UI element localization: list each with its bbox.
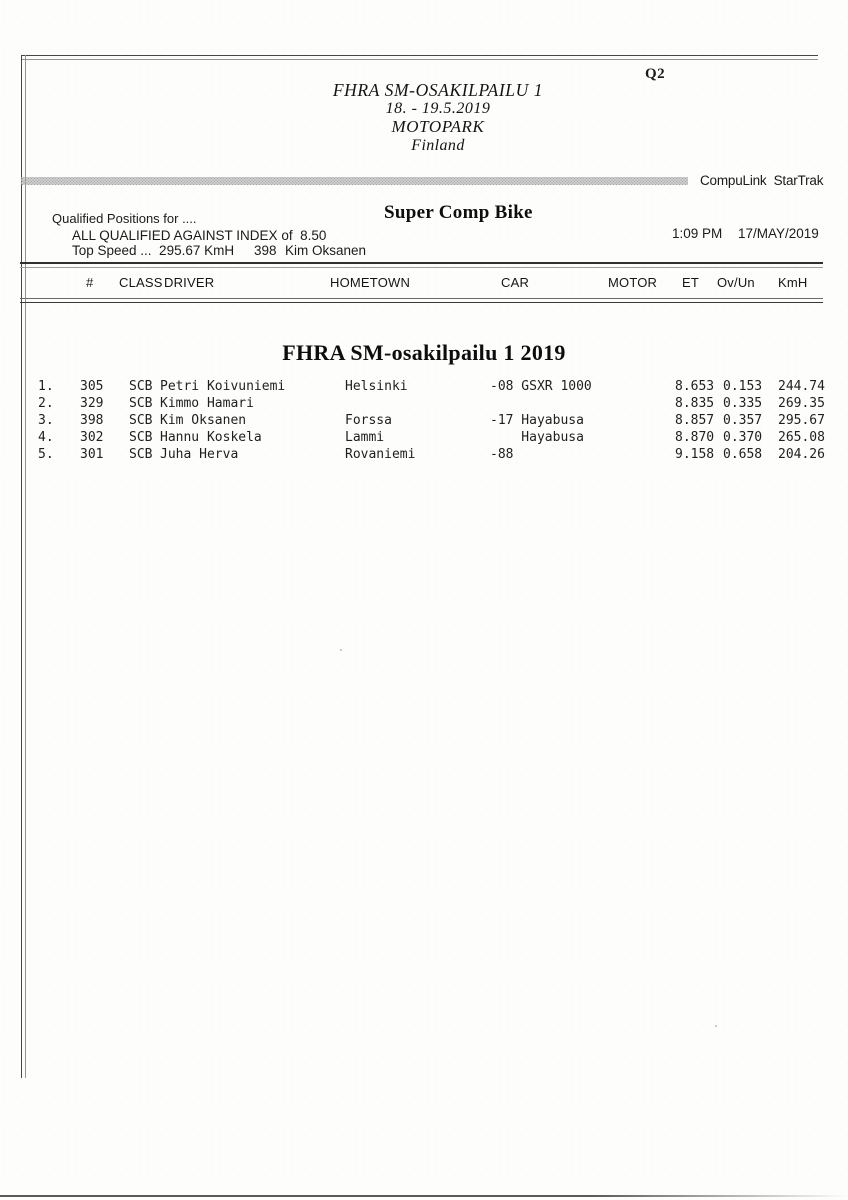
page-border-top bbox=[21, 55, 818, 60]
table-rule-top bbox=[20, 262, 823, 268]
top-speed-label: Top Speed ... 295.67 KmH bbox=[72, 243, 235, 258]
row-ovun: 0.357 bbox=[723, 413, 763, 428]
row-number: 305 bbox=[80, 379, 104, 394]
column-header-ovun: Ov/Un bbox=[717, 275, 755, 290]
event-name: FHRA SM-OSAKILPAILU 1 bbox=[332, 80, 544, 100]
table-row bbox=[0, 447, 848, 464]
event-title-block bbox=[30, 81, 846, 155]
row-class: SCB bbox=[129, 396, 153, 411]
table-rule-bottom bbox=[20, 298, 823, 303]
session-label: Q2 bbox=[645, 66, 666, 82]
row-car: -88 bbox=[490, 447, 514, 462]
timing-system-brand: CompuLink StarTrak bbox=[700, 173, 824, 188]
row-driver: Hannu Koskela bbox=[160, 430, 262, 445]
halftone-separator bbox=[21, 177, 688, 185]
row-et: 9.158 bbox=[675, 447, 715, 462]
column-header-number: # bbox=[86, 275, 94, 290]
scan-speck bbox=[340, 649, 342, 651]
row-position: 3. bbox=[38, 413, 54, 428]
row-kmh: 295.67 bbox=[778, 413, 825, 428]
row-position: 5. bbox=[38, 447, 54, 462]
row-number: 329 bbox=[80, 396, 104, 411]
qualified-positions-label: Qualified Positions for .... bbox=[52, 211, 197, 226]
column-header-class: CLASS bbox=[119, 275, 163, 290]
row-car: -17 Hayabusa bbox=[490, 413, 584, 428]
row-et: 8.870 bbox=[675, 430, 715, 445]
row-position: 2. bbox=[38, 396, 54, 411]
row-ovun: 0.153 bbox=[723, 379, 763, 394]
table-row bbox=[0, 379, 848, 396]
row-hometown: Helsinki bbox=[345, 379, 408, 394]
row-kmh: 265.08 bbox=[778, 430, 825, 445]
row-driver: Kim Oksanen bbox=[160, 413, 247, 428]
race-class-title: Super Comp Bike bbox=[384, 202, 533, 223]
row-hometown: Rovaniemi bbox=[345, 447, 416, 462]
row-number: 302 bbox=[80, 430, 104, 445]
event-country: Finland bbox=[411, 136, 465, 154]
row-class: SCB bbox=[129, 430, 153, 445]
results-section-title: FHRA SM-osakilpailu 1 2019 bbox=[282, 340, 566, 365]
row-position: 4. bbox=[38, 430, 54, 445]
table-header-row bbox=[0, 275, 848, 291]
column-header-car: CAR bbox=[501, 275, 530, 290]
column-header-et: ET bbox=[682, 275, 700, 290]
top-speed-driver: Kim Oksanen bbox=[285, 243, 367, 258]
print-date: 17/MAY/2019 bbox=[738, 226, 819, 241]
event-venue: MOTOPARK bbox=[391, 117, 485, 136]
column-header-motor: MOTOR bbox=[608, 275, 658, 290]
table-row bbox=[0, 430, 848, 447]
row-et: 8.857 bbox=[675, 413, 715, 428]
scan-speck bbox=[715, 1025, 717, 1027]
row-driver: Kimmo Hamari bbox=[160, 396, 254, 411]
table-row bbox=[0, 413, 848, 430]
row-number: 301 bbox=[80, 447, 104, 462]
row-class: SCB bbox=[129, 447, 153, 462]
row-number: 398 bbox=[80, 413, 104, 428]
row-hometown: Forssa bbox=[345, 413, 392, 428]
column-header-driver: DRIVER bbox=[164, 275, 215, 290]
row-driver: Petri Koivuniemi bbox=[160, 379, 286, 394]
row-ovun: 0.335 bbox=[723, 396, 763, 411]
row-kmh: 244.74 bbox=[778, 379, 825, 394]
index-qualification-line: ALL QUALIFIED AGAINST INDEX of 8.50 bbox=[72, 228, 327, 243]
row-car: -08 GSXR 1000 bbox=[490, 379, 592, 394]
page-border-left bbox=[21, 55, 26, 1078]
row-et: 8.653 bbox=[675, 379, 715, 394]
scan-edge-line bbox=[0, 1195, 848, 1197]
row-class: SCB bbox=[129, 413, 153, 428]
table-row bbox=[0, 396, 848, 413]
row-position: 1. bbox=[38, 379, 54, 394]
column-header-kmh: KmH bbox=[778, 275, 808, 290]
row-ovun: 0.370 bbox=[723, 430, 763, 445]
top-speed-bike-number: 398 bbox=[254, 243, 277, 258]
print-time: 1:09 PM bbox=[672, 226, 723, 241]
row-ovun: 0.658 bbox=[723, 447, 763, 462]
row-hometown: Lammi bbox=[345, 430, 385, 445]
row-class: SCB bbox=[129, 379, 153, 394]
row-car: Hayabusa bbox=[490, 430, 584, 445]
row-kmh: 269.35 bbox=[778, 396, 825, 411]
column-header-hometown: HOMETOWN bbox=[330, 275, 411, 290]
row-kmh: 204.26 bbox=[778, 447, 825, 462]
row-driver: Juha Herva bbox=[160, 447, 239, 462]
row-et: 8.835 bbox=[675, 396, 715, 411]
event-dates: 18. - 19.5.2019 bbox=[385, 99, 491, 117]
